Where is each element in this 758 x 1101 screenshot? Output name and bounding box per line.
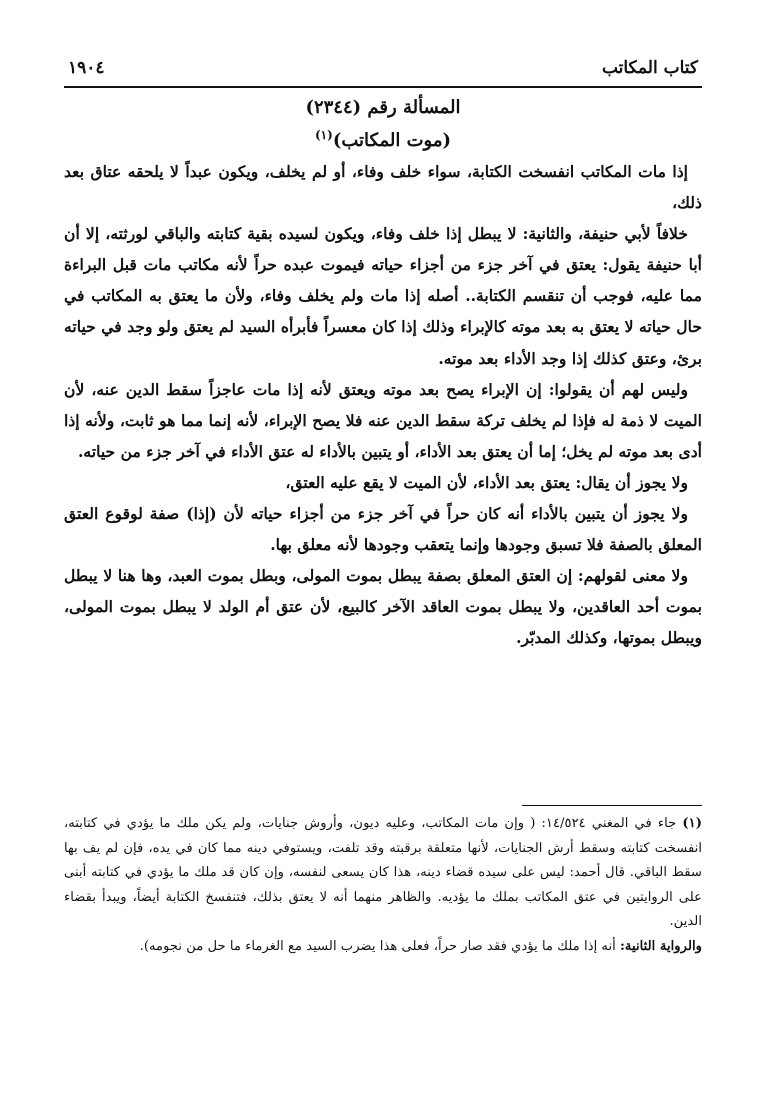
header-rule bbox=[64, 86, 702, 88]
footnote bbox=[64, 812, 702, 959]
page-number: ١٩٠٤ bbox=[68, 58, 105, 78]
footnote-marker: (١) bbox=[682, 816, 702, 831]
paragraph: ولا معنى لقولهم: إن العتق المعلق بصفة يبطل بموت المولى، وبطل بموت العبد، وها هنا لا يبطل بموت أحد العاقدين، ولا يبطل بموت العاقد الآخر كالبيع، لأن عتق أم الولد لا يبطل بموت المولى، ويبطل بموتها، وكذلك المدبّر. bbox=[64, 566, 702, 648]
issue-title: المسألة رقم (٢٣٤٤) bbox=[305, 97, 461, 118]
running-header bbox=[64, 58, 702, 84]
footnote-paragraph bbox=[64, 812, 702, 935]
book-page bbox=[64, 0, 702, 1101]
paragraph: خلافاً لأبي حنيفة، والثانية: لا يبطل إذا خلف وفاء، ويكون لسيده بقية كتابته والباقي لورثته، إلا أن أبا حنيفة يقول: يعتق في آخر جزء من أجزاء حياته فيموت عبده حراً لأنه مكاتب مات قبل البراءة مما عليه، فوجب أن تنقسم الكتابة.. أصله إذا مات ولم يخلف وفاء، ولأن ما يعتق به المكاتب في حال حياته لا يعتق به بعد موته كالإبراء وذلك إذا كان معسراً فأبرأه السيد لم يعتق ولو وجد في حياته برئ، وعتق كذلك إذا وجد الأداء بعد موته. bbox=[64, 224, 702, 368]
footnote-paragraph-second bbox=[64, 935, 702, 960]
footnote-text: جاء في المغني ١٤/٥٢٤: ( وإن مات المكاتب، وعليه ديون، وأروش جنايات، ولم يكن ملك ما يؤدي في كتابته، انفسخت كتابته وسقط أرش الجنايات، لأنها متعلقة برقبته وقد تلفت، ويستوفي دينه مما كان في يده، فإن لم يف بها سقط الباقي. قال أحمد: ليس على سيده قضاء دينه، هذا كان يسعى لنفسه، وإن كان قد ملك ما يؤدي في كتابته أبنى على الروايتين في عتق المكاتب بملك ما يؤديه. والظاهر منهما أنه لا يعتق بذلك، فتنفسخ الكتابة أيضاً، ويبدأ بقضاء الدين. bbox=[64, 816, 702, 929]
footnote-second-text: أنه إذا ملك ما يؤدي فقد صار حراً، فعلى هذا يضرب السيد مع الغرماء ما حل من نجومه). bbox=[139, 938, 616, 954]
paragraph: ولا يجوز أن يتبين بالأداء أنه كان حراً في آخر جزء من أجزاء حياته لأن (إذا) صفة لوقوع العتق المعلق بالصفة فلا تسبق وجودها وإنما يتعقب وجودها لأنه معلق بها. bbox=[64, 504, 702, 555]
footnote-reference: (١) bbox=[314, 128, 333, 142]
paragraph: وليس لهم أن يقولوا: إن الإبراء يصح بعد موته ويعتق لأنه إذا مات عاجزاً سقط الدين عنه، لأن الميت لا ذمة له فإذا لم يخلف تركة سقط الدين عنه فلا يصح الإبراء، لأنه إنما مما هو ثابت، ولأنه إذا أدى بعد موته لم يخل؛ إما أن يعتق بعد الأداء، أو يتبين بالأداء له عتق الأداء في آخر جزء من حياته. bbox=[64, 379, 702, 461]
book-title: كتاب المكاتب bbox=[601, 58, 698, 78]
footnote-separator bbox=[522, 805, 702, 806]
paragraph: إذا مات المكاتب انفسخت الكتابة، سواء خلف وفاء، أو لم يخلف، ويكون عبداً لا يلحقه عتاق بعد ذلك، bbox=[64, 162, 702, 213]
issue-subtitle-text: (موت المكاتب) bbox=[332, 130, 451, 151]
issue-subtitle bbox=[64, 121, 702, 155]
paragraph: ولا يجوز أن يقال: يعتق بعد الأداء، لأن الميت لا يقع عليه العتق، bbox=[285, 472, 688, 492]
main-text bbox=[64, 156, 702, 654]
footnote-second-label: والرواية الثانية: bbox=[620, 938, 702, 954]
